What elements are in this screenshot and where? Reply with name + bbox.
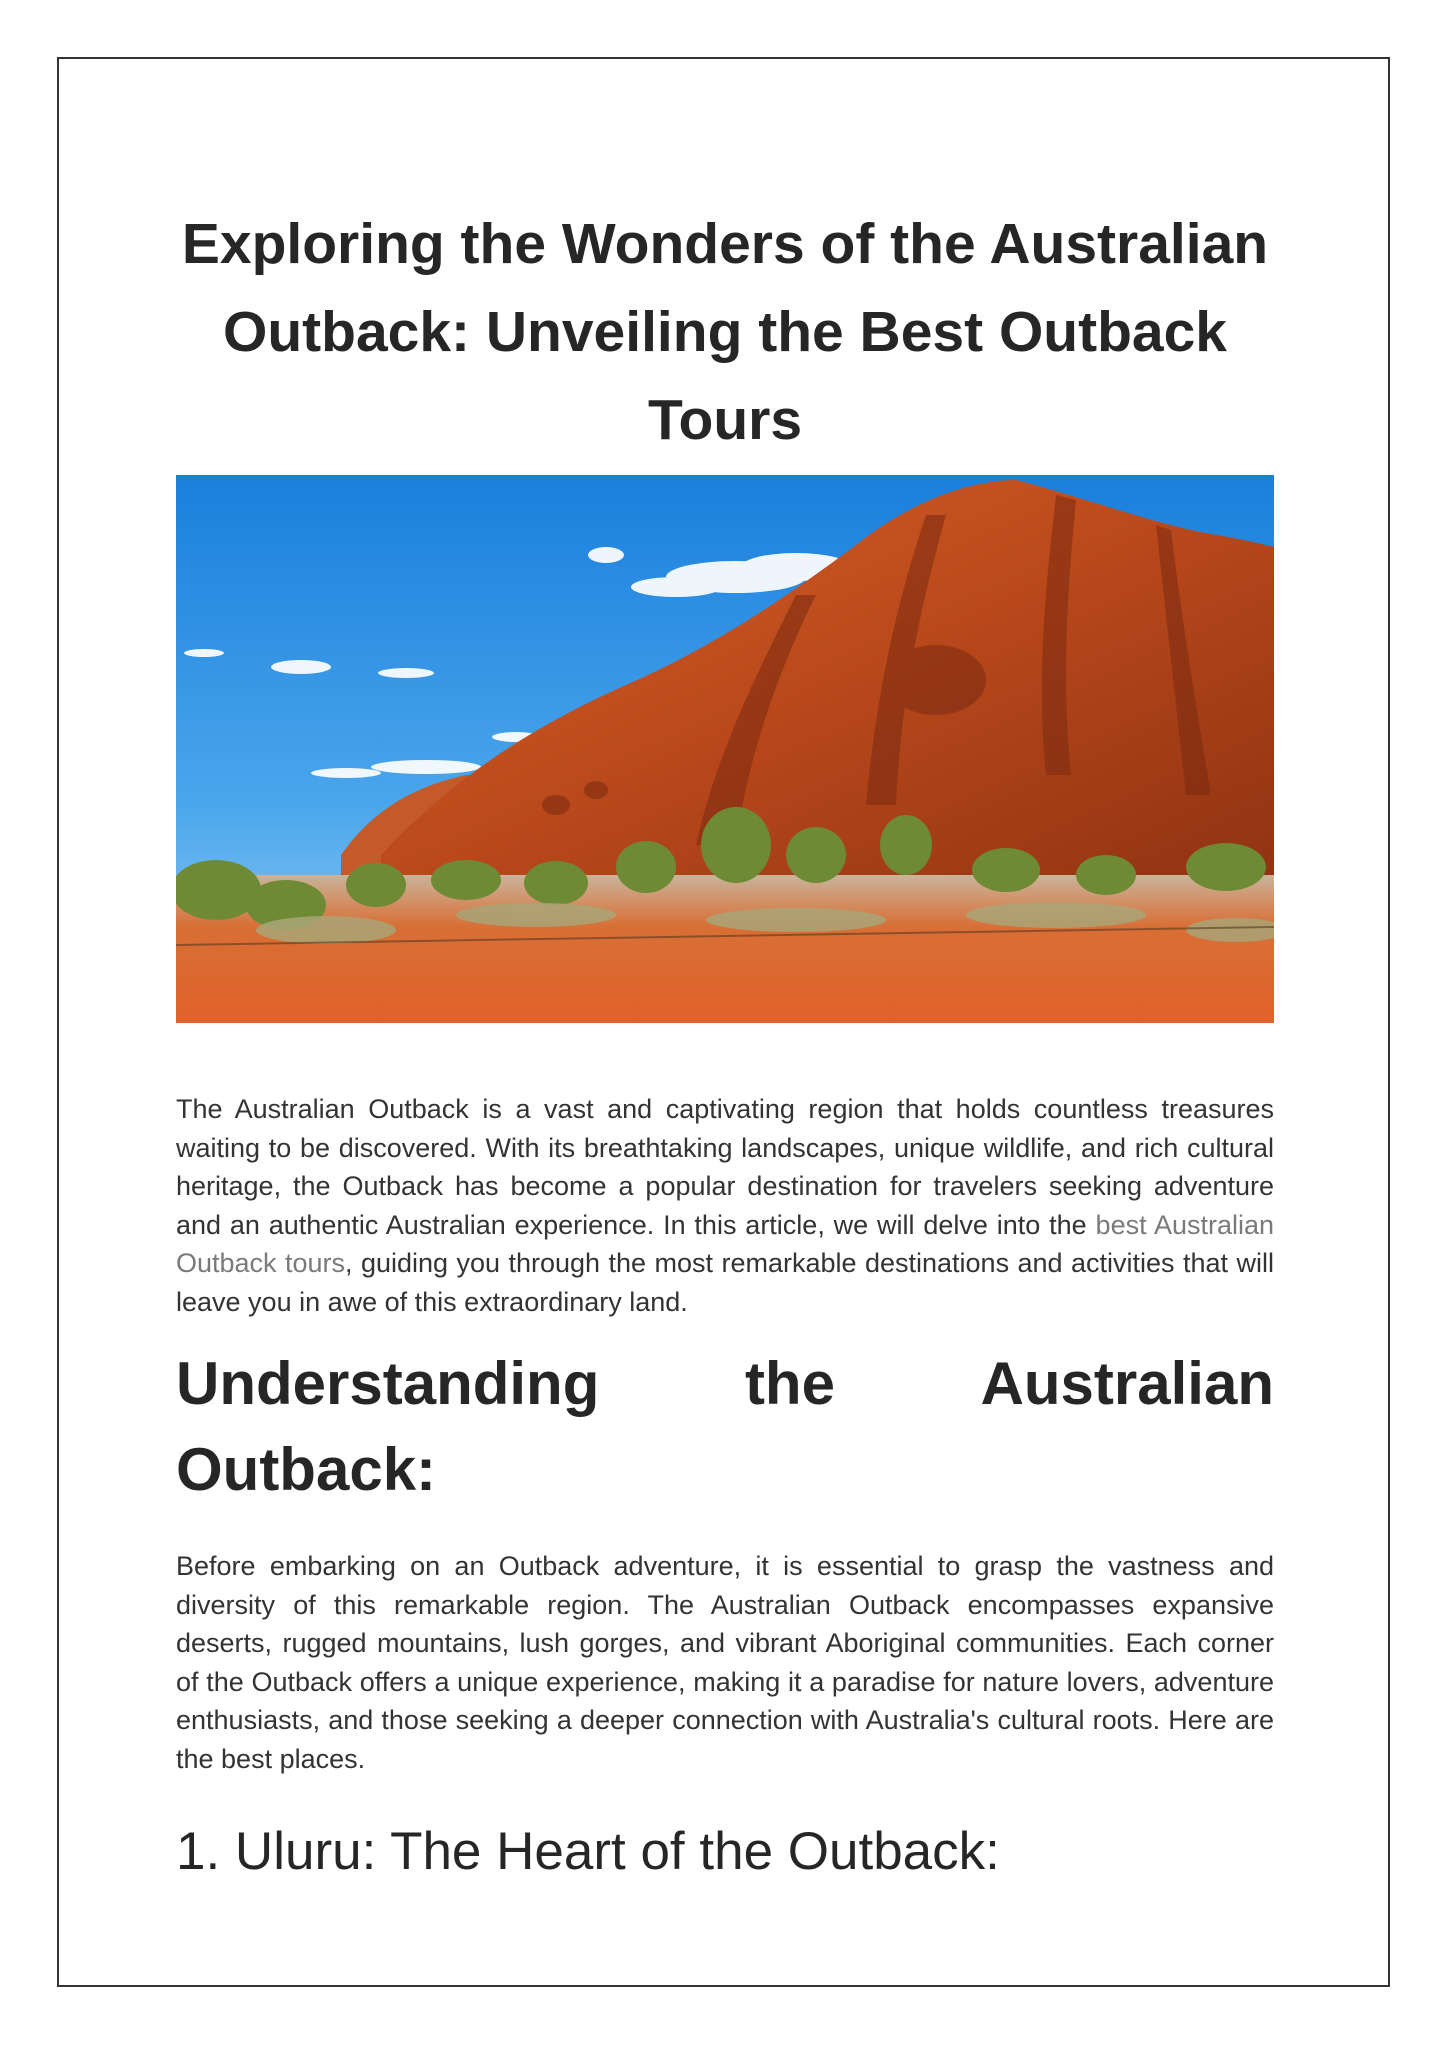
section-heading-word: Australian: [980, 1350, 1274, 1417]
intro-paragraph: [176, 1090, 1274, 1321]
intro-text-start: The Australian Outback is a vast and captivating region that holds countless treasures waiting to be discovered. With its breathtaking landscapes, unique wildlife, and rich cultural heritage, the Outback has become a popular destination for travelers seeking adventure and an authentic Australian experience. In this article, we will delve into the: [176, 1094, 1274, 1240]
section-heading-word: the: [744, 1350, 835, 1417]
section-heading: [176, 1341, 1274, 1513]
hero-image-uluru: [176, 475, 1274, 1023]
section-heading-word: Understanding: [176, 1350, 600, 1417]
subheading-uluru: 1. Uluru: The Heart of the Outback:: [176, 1822, 1000, 1881]
article-content: [176, 200, 1274, 1884]
intro-text-end: , guiding you through the most remarkable destinations and activities that will leave you in awe of this extraordinary land.: [176, 1248, 1274, 1317]
section-paragraph: Before embarking on an Outback adventure, it is essential to grasp the vastness and diversity of this remarkable region. The Australian Outback encompasses expansive deserts, rugged mountains, lush gorges, and vibrant Aboriginal communities. Each corner of the Outback offers a unique experience, making it a paradise for nature lovers, adventure enthusiasts, and those seeking a deeper connection with Australia's cultural roots. Here are the best places.: [176, 1551, 1274, 1774]
article-title: Exploring the Wonders of the Australian Outback: Unveiling the Best Outback Tours: [181, 212, 1269, 452]
section-heading-word: Outback:: [176, 1436, 437, 1503]
outback-tours-link[interactable]: best Australian Outback tours: [176, 1209, 1275, 1278]
